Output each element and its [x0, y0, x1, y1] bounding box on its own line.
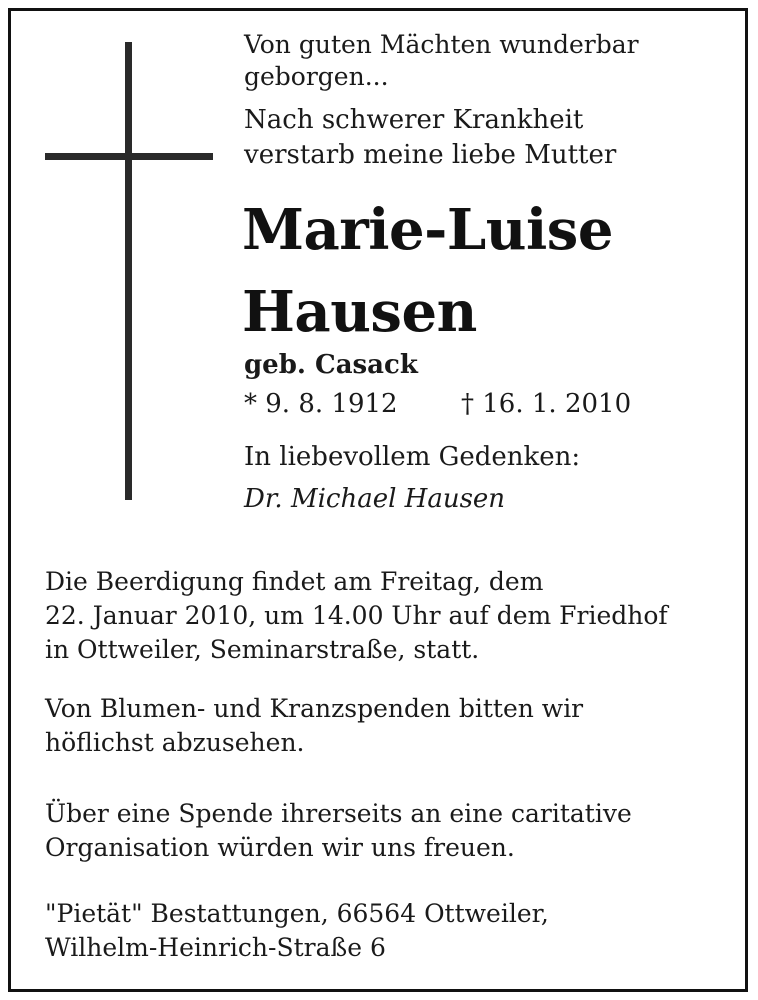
- birth-date: * 9. 8. 1912: [244, 389, 398, 419]
- funeral-line-1: Die Beerdigung findet am Freitag, dem: [45, 567, 544, 596]
- quote-line-2: geborgen...: [244, 62, 389, 91]
- remembrance-line: In liebevollem Gedenken:: [244, 442, 581, 472]
- cross-icon-vertical: [125, 42, 132, 500]
- deceased-last-name: Hausen: [242, 279, 477, 345]
- maiden-name: geb. Casack: [244, 350, 418, 380]
- deceased-first-name: Marie-Luise: [242, 197, 613, 263]
- intro-line-2: verstarb meine liebe Mutter: [244, 140, 617, 170]
- funeral-line-3: in Ottweiler, Seminarstraße, statt.: [45, 635, 480, 664]
- undertaker-line-2: Wilhelm-Heinrich-Straße 6: [45, 933, 386, 962]
- death-date: † 16. 1. 2010: [461, 389, 632, 419]
- intro-line-1: Nach schwerer Krankheit: [244, 105, 584, 135]
- quote-line-1: Von guten Mächten wunderbar: [244, 30, 639, 59]
- flowers-line-2: höflichst abzusehen.: [45, 728, 305, 757]
- funeral-line-2: 22. Januar 2010, um 14.00 Uhr auf dem Friedhof: [45, 601, 668, 630]
- flowers-line-1: Von Blumen- und Kranzspenden bitten wir: [45, 694, 584, 723]
- donation-line-2: Organisation würden wir uns freuen.: [45, 833, 515, 862]
- signer-name: Dr. Michael Hausen: [244, 484, 506, 514]
- undertaker-line-1: "Pietät" Bestattungen, 66564 Ottweiler,: [45, 899, 549, 928]
- cross-icon-horizontal: [45, 153, 213, 160]
- donation-line-1: Über eine Spende ihrerseits an eine caritative: [45, 799, 632, 828]
